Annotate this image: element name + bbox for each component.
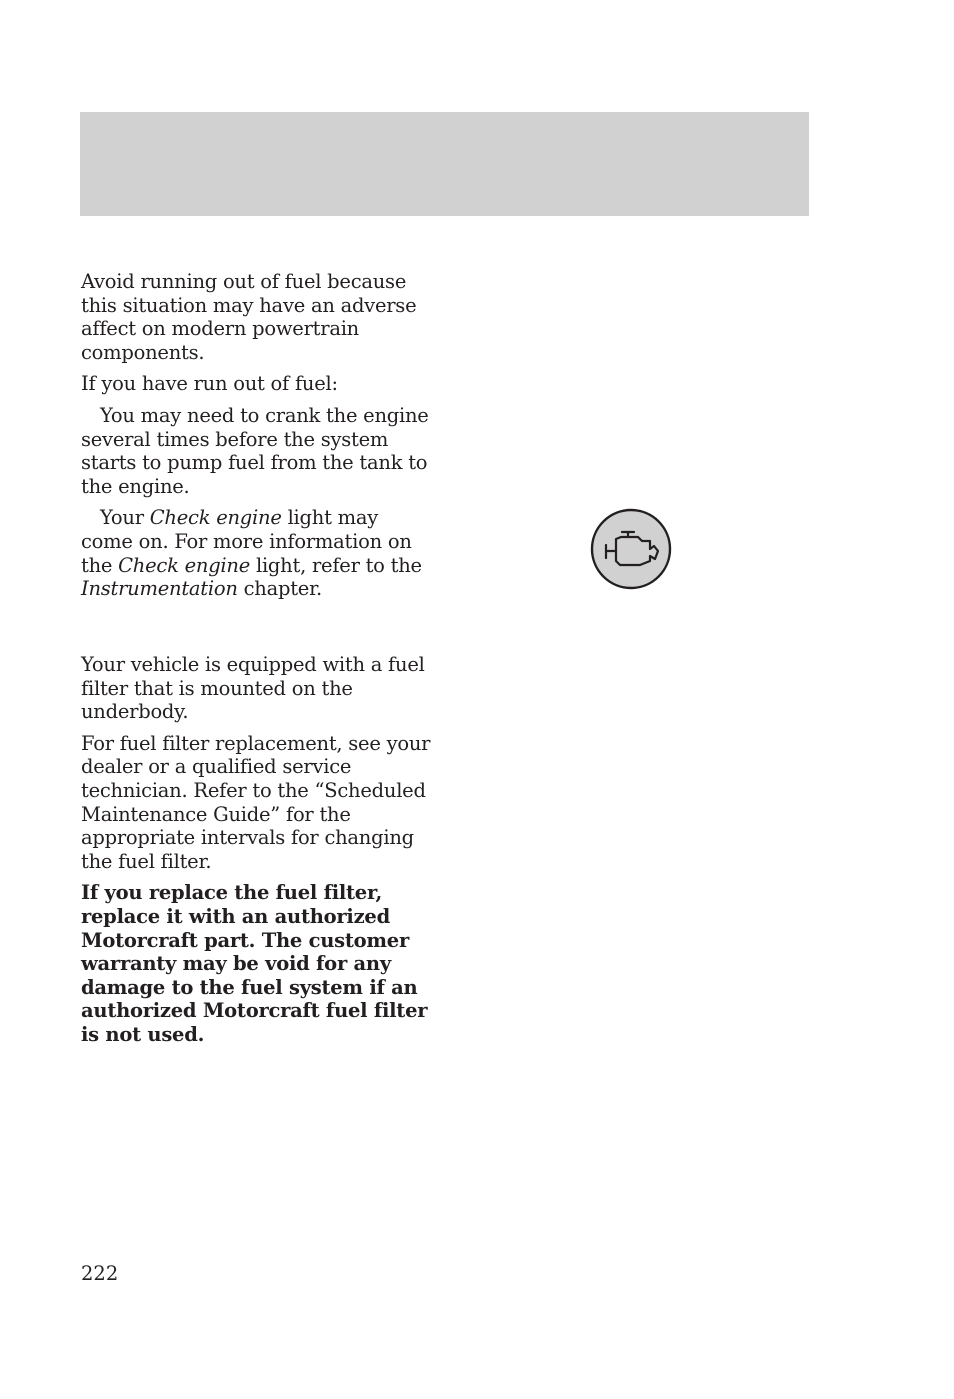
text-run: light may come on. For more information on the (81, 506, 412, 577)
page-number: 222 (81, 1262, 119, 1285)
text-run: chapter. (237, 577, 322, 601)
paragraph-check-engine-light (81, 506, 431, 600)
text-run: Your (100, 506, 150, 530)
fuel-outage-section (81, 270, 431, 609)
check-engine-term: Check engine (118, 553, 251, 577)
fuel-filter-section (81, 653, 431, 1055)
check-engine-icon (590, 508, 672, 590)
paragraph-warranty-warning: If you replace the fuel filter, replace it with an authorized Motorcraft part. The customer warranty may be void for any damage to the fuel system if an authorized Motorcraft fuel filter is not used. (81, 881, 428, 1046)
instrumentation-term: Instrumentation (81, 577, 238, 601)
paragraph-fuel-filter-location: Your vehicle is equipped with a fuel filter that is mounted on the underbody. (81, 653, 425, 724)
header-band (80, 112, 809, 216)
check-engine-term: Check engine (149, 506, 282, 530)
paragraph-fuel-filter-replacement: For fuel filter replacement, see your dealer or a qualified service technician. Refer to the “Scheduled Maintenance Guide” for the appropriate intervals for changing the fuel filter. (81, 731, 431, 873)
text-run: light, refer to the (250, 553, 422, 577)
paragraph-avoid-running-out: Avoid running out of fuel because this situation may have an adverse affect on modern powertrain components. (81, 270, 417, 364)
paragraph-crank-engine: You may need to crank the engine several times before the system starts to pump fuel from the tank to the engine. (81, 403, 429, 498)
paragraph-if-run-out: If you have run out of fuel: (81, 372, 338, 396)
